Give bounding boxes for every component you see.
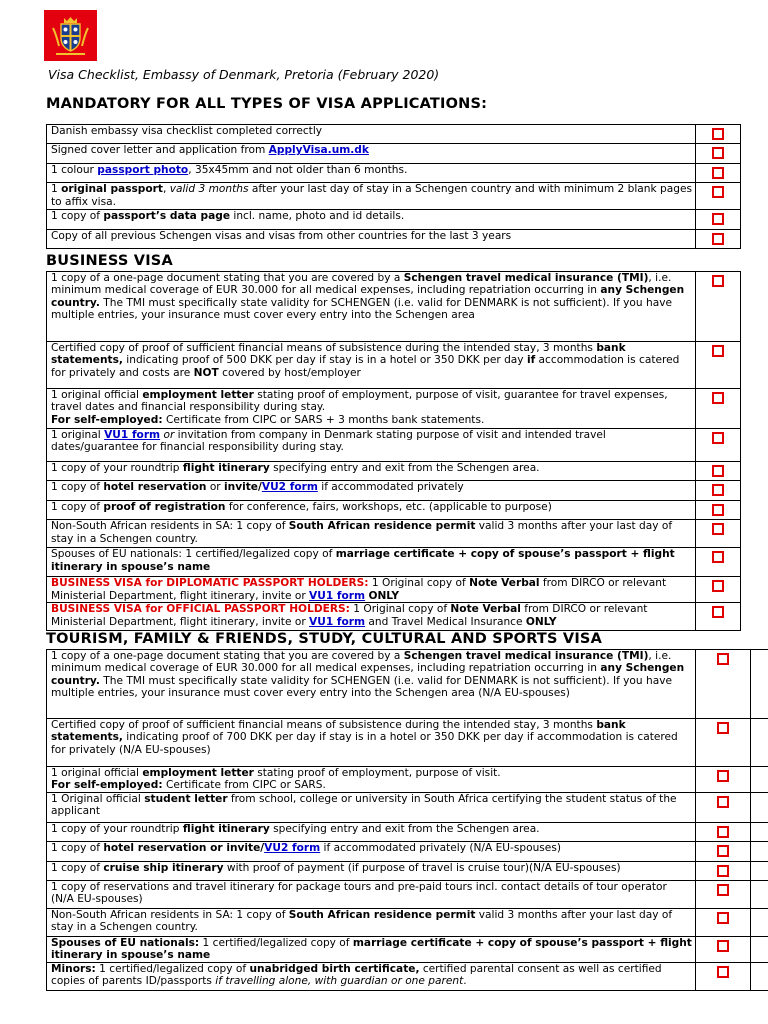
checkbox-cell — [696, 937, 751, 963]
item-text: incl. name, photo and id details. — [230, 210, 405, 223]
checkbox-cell — [696, 229, 741, 248]
checkbox-icon[interactable] — [717, 966, 729, 978]
item-bold-text: bank statements, — [51, 342, 626, 367]
business-heading: BUSINESS VISA — [46, 253, 173, 269]
checkbox-icon[interactable] — [712, 504, 724, 516]
item-text: Spouses of EU nationals: 1 certified/legalized copy of — [51, 548, 336, 561]
item-text: Non-South African residents in SA: 1 copy of — [51, 520, 289, 533]
checklist-row — [47, 963, 768, 991]
mandatory-checklist-table — [46, 124, 741, 249]
item-bold-text: flight itinerary — [182, 822, 270, 835]
checklist-item-text — [47, 125, 696, 144]
extra-column-cell — [751, 767, 768, 793]
item-text: 1 copy of your roundtrip — [51, 462, 183, 474]
checklist-item-text — [47, 481, 696, 500]
checkbox-icon[interactable] — [712, 551, 724, 563]
item-text: if accommodated privately — [317, 481, 464, 494]
item-bold-text: ONLY — [368, 589, 400, 602]
checkbox-icon[interactable] — [717, 845, 729, 857]
item-bold-text: proof of registration — [103, 500, 226, 513]
item-text: Certificate from CIPC or SARS. — [162, 779, 326, 792]
checklist-item-text — [47, 767, 696, 793]
extra-column-cell — [751, 909, 768, 937]
item-bold-text: Minors: — [51, 963, 96, 976]
item-bold-text: hotel reservation — [103, 481, 207, 494]
denmark-coat-of-arms-logo — [44, 10, 97, 61]
item-text: invitation from company in Denmark stating purpose of visit and intended travel dates/guarantee for financial responsibility during stay. — [51, 429, 606, 454]
tourism-checklist-table — [46, 649, 768, 991]
item-link[interactable]: VU2 form — [261, 481, 318, 494]
item-bold-text: For self-employed: — [51, 413, 163, 426]
checklist-row — [47, 909, 768, 937]
checklist-row — [47, 650, 768, 719]
checkbox-icon[interactable] — [712, 606, 724, 618]
item-link[interactable]: VU1 form — [309, 589, 366, 602]
item-highlight-text: BUSINESS VISA for OFFICIAL PASSPORT HOLDERS: — [51, 603, 350, 616]
checkbox-icon[interactable] — [712, 392, 724, 404]
item-text: 1 Original copy of — [349, 603, 451, 616]
item-text: 1 Original official — [51, 792, 145, 805]
checkbox-cell — [696, 603, 741, 631]
checklist-row — [47, 767, 768, 793]
item-bold-text: Note Verbal — [450, 603, 521, 616]
extra-column-cell — [751, 937, 768, 963]
item-link[interactable]: VU1 form — [309, 615, 366, 628]
checkbox-icon[interactable] — [712, 523, 724, 535]
checkbox-cell — [696, 481, 741, 500]
checklist-item-text — [47, 842, 696, 861]
extra-column-cell — [751, 650, 768, 719]
item-text: stating proof of employment, purpose of visit, guarantee for travel expenses, travel dates and financial responsibility during stay. — [51, 389, 668, 414]
checklist-row — [47, 144, 741, 163]
item-text: 1 certified/legalized copy of — [95, 963, 250, 976]
checklist-item-text — [47, 650, 696, 719]
item-bold-text: flight itinerary — [182, 462, 270, 474]
checkbox-cell — [696, 842, 751, 861]
checklist-row — [47, 792, 768, 822]
checkbox-icon[interactable] — [717, 826, 729, 838]
extra-column-cell — [751, 822, 768, 841]
item-bold-text: passport’s data page — [103, 210, 231, 223]
checklist-item-text — [47, 342, 696, 389]
checkbox-icon[interactable] — [712, 233, 724, 245]
item-bold-text: Note Verbal — [469, 577, 540, 590]
item-bold-text: Schengen travel medical insurance (TMI) — [403, 650, 649, 662]
item-text: from DIRCO or relevant Ministerial Department, flight itinerary, invite or — [51, 603, 648, 628]
checklist-row — [47, 389, 741, 429]
checklist-item-text — [47, 462, 696, 481]
checkbox-icon[interactable] — [712, 147, 724, 159]
checkbox-icon[interactable] — [712, 484, 724, 496]
crest-icon — [44, 10, 97, 61]
checkbox-icon[interactable] — [712, 345, 724, 357]
item-text: for conference, fairs, workshops, etc. (applicable to purpose) — [225, 500, 552, 513]
item-text: accommodation is catered for privately and costs are — [51, 354, 680, 379]
checklist-item-text — [47, 577, 696, 603]
item-bold-text: unabridged birth certificate, — [249, 963, 420, 976]
item-bold-text: employment letter — [142, 767, 254, 779]
checklist-row — [47, 603, 741, 631]
checkbox-cell — [696, 389, 741, 429]
checkbox-cell — [696, 767, 751, 793]
checklist-row — [47, 183, 741, 210]
checklist-row — [47, 548, 741, 577]
item-text: from school, college or university in South Africa certifying the student status of the applicant — [51, 792, 677, 818]
checkbox-icon[interactable] — [712, 186, 724, 198]
item-text: . — [463, 975, 467, 988]
item-bold-text: Schengen travel medical insurance (TMI) — [403, 272, 649, 284]
checkbox-icon[interactable] — [712, 275, 724, 287]
checkbox-cell — [696, 792, 751, 822]
checkbox-icon[interactable] — [717, 722, 729, 734]
item-bold-text: ONLY — [525, 615, 557, 628]
checklist-row — [47, 861, 768, 880]
checkbox-icon[interactable] — [717, 865, 729, 877]
checkbox-icon[interactable] — [717, 940, 729, 952]
item-text: 1 copy of — [51, 500, 104, 513]
checklist-item-text — [47, 272, 696, 342]
checklist-row — [47, 577, 741, 603]
checkbox-cell — [696, 429, 741, 462]
checkbox-icon[interactable] — [712, 580, 724, 592]
checklist-row — [47, 520, 741, 548]
checkbox-icon[interactable] — [717, 770, 729, 782]
checkbox-icon[interactable] — [717, 796, 729, 808]
item-text: certified parental consent as well as certified copies of parents ID/passports — [51, 963, 662, 988]
item-bold-text: hotel reservation or invite/ — [103, 842, 265, 855]
item-text: if accommodated privately (N/A EU-spouses) — [320, 842, 561, 855]
checklist-item-text — [47, 429, 696, 462]
item-bold-text: if — [526, 354, 536, 367]
checklist-row — [47, 481, 741, 500]
item-text: The TMI must specifically state validity for SCHENGEN (i.e. valid for DENMARK is not sufficient). If you have multiple entries, your insurance must cover every entry into the Schengen area — [51, 296, 672, 322]
item-italic-text: if travelling alone, with guardian or one parent — [215, 975, 464, 988]
item-text: 1 colour — [51, 163, 98, 176]
checkbox-icon[interactable] — [712, 465, 724, 477]
item-text: 1 original — [51, 429, 105, 441]
item-bold-text: bank statements, — [51, 719, 626, 744]
item-text: 1 Original copy of — [368, 577, 470, 590]
checkbox-cell — [696, 719, 751, 767]
checkbox-icon[interactable] — [712, 167, 724, 179]
item-highlight-text: BUSINESS VISA for DIPLOMATIC PASSPORT HOLDERS: — [51, 577, 369, 590]
item-bold-text: student letter — [144, 792, 228, 805]
checklist-item-text — [47, 822, 696, 841]
item-link[interactable]: passport photo — [97, 163, 189, 176]
item-text: , i.e. minimum medical coverage of EUR 30.000 for all medical expenses, including repatriation occurring in — [51, 272, 672, 297]
checkbox-cell — [696, 210, 741, 229]
extra-column-cell — [751, 719, 768, 767]
checkbox-cell — [696, 462, 741, 481]
item-italic-text: or — [163, 429, 175, 441]
checkbox-cell — [696, 909, 751, 937]
checklist-row — [47, 500, 741, 519]
item-text: , — [162, 183, 170, 196]
checkbox-cell — [696, 272, 741, 342]
tourism-heading: TOURISM, FAMILY & FRIENDS, STUDY, CULTURAL AND SPORTS VISA — [46, 631, 602, 647]
item-text: 1 original official — [51, 389, 143, 401]
checklist-row — [47, 462, 741, 481]
item-text: indicating proof of 500 DKK per day if stay is in a hotel or 350 DKK per day — [122, 354, 527, 367]
checklist-row — [47, 429, 741, 462]
checklist-row — [47, 210, 741, 229]
item-link[interactable]: ApplyVisa.um.dk — [268, 144, 369, 157]
item-text: after your last day of stay in a Schengen country and with minimum 2 blank pages to affix visa. — [51, 183, 692, 208]
checkbox-cell — [696, 963, 751, 991]
checklist-item-text — [47, 909, 696, 937]
item-text: 1 copy of — [51, 481, 104, 494]
item-text: valid 3 months after your last day of stay in a Schengen country. — [51, 520, 673, 545]
item-text: 1 copy of a one-page document stating that you are covered by a — [51, 650, 404, 662]
checklist-item-text — [47, 210, 696, 229]
item-bold-text: South African residence permit — [288, 520, 476, 533]
item-link[interactable]: VU1 form — [104, 429, 161, 441]
checkbox-icon[interactable] — [712, 432, 724, 444]
item-text: 1 original official — [51, 767, 143, 779]
item-text: 1 copy of — [51, 842, 104, 855]
item-bold-text: For self-employed: — [51, 779, 163, 792]
checklist-item-text — [47, 963, 696, 991]
checklist-item-text — [47, 144, 696, 163]
item-bold-text: Spouses of EU nationals: — [51, 937, 200, 950]
item-bold-text: any Schengen country. — [51, 662, 685, 687]
checklist-item-text — [47, 792, 696, 822]
checklist-item-text — [47, 861, 696, 880]
item-italic-text: valid 3 months — [169, 183, 249, 196]
item-text: indicating proof of 700 DKK per day if stay is in a hotel or 350 DKK per day if accommodation is catered for privately (N/A EU-spouses) — [51, 731, 678, 756]
item-text: Signed cover letter and application from — [51, 144, 269, 157]
item-text: 1 copy of reservations and travel itinerary for package tours and pre-paid tours incl. contact details of tour operator (N/A EU-spouses) — [51, 881, 667, 906]
item-bold-text: any Schengen country. — [51, 284, 685, 309]
checklist-row — [47, 272, 741, 342]
extra-column-cell — [751, 963, 768, 991]
item-bold-text: NOT — [193, 366, 219, 379]
item-text: Copy of all previous Schengen visas and visas from other countries for the last 3 years — [51, 229, 512, 242]
checkbox-icon[interactable] — [712, 213, 724, 225]
item-text: specifying entry and exit from the Schengen area. — [269, 822, 540, 835]
item-text: stating proof of employment, purpose of visit. — [253, 767, 501, 779]
checkbox-cell — [696, 183, 741, 210]
checklist-row — [47, 163, 741, 182]
item-text: 1 — [51, 183, 62, 196]
checklist-item-text — [47, 719, 696, 767]
item-bold-text: employment letter — [142, 389, 254, 401]
item-text: The TMI must specifically state validity for SCHENGEN (i.e. valid for DENMARK is not sufficient). If you have multiple entries, your insurance must cover every entry into the Schengen area (N/A EU-spouses) — [51, 674, 672, 700]
checklist-row — [47, 229, 741, 248]
extra-column-cell — [751, 842, 768, 861]
checklist-row — [47, 125, 741, 144]
extra-column-cell — [751, 881, 768, 909]
checklist-item-text — [47, 548, 696, 577]
checklist-row — [47, 937, 768, 963]
item-text: , i.e. minimum medical coverage of EUR 30.000 for all medical expenses, including repatriation occurring in — [51, 650, 672, 675]
checkbox-cell — [696, 520, 741, 548]
document-subtitle: Visa Checklist, Embassy of Denmark, Pretoria (February 2020) — [48, 67, 440, 82]
item-text: Certified copy of proof of sufficient financial means of subsistence during the intended stay, 3 months — [51, 719, 597, 731]
item-text: Non-South African residents in SA: 1 copy of — [51, 909, 289, 922]
item-link[interactable]: VU2 form — [264, 842, 321, 855]
checkbox-cell — [696, 342, 741, 389]
item-text: and Travel Medical Insurance — [365, 615, 526, 628]
item-text: Certified copy of proof of sufficient financial means of subsistence during the intended stay, 3 months — [51, 342, 597, 354]
item-text: 1 copy of your roundtrip — [51, 822, 183, 835]
item-text: with proof of payment (if purpose of travel is cruise tour)(N/A EU-spouses) — [223, 861, 621, 874]
checkbox-cell — [696, 861, 751, 880]
item-bold-text: invite/ — [224, 481, 262, 494]
checkbox-cell — [696, 125, 741, 144]
item-bold-text: cruise ship itinerary — [103, 861, 224, 874]
checklist-row — [47, 842, 768, 861]
item-text: , 35x45mm and not older than 6 months. — [188, 163, 408, 176]
checklist-item-text — [47, 881, 696, 909]
item-bold-text: marriage certificate + copy of spouse’s passport + flight itinerary in spouse’s name — [51, 937, 692, 962]
checkbox-cell — [696, 500, 741, 519]
checklist-item-text — [47, 500, 696, 519]
checkbox-icon[interactable] — [712, 128, 724, 140]
mandatory-heading: MANDATORY FOR ALL TYPES OF VISA APPLICATIONS: — [46, 96, 488, 112]
business-checklist-table — [46, 271, 741, 631]
checkbox-cell — [696, 822, 751, 841]
checkbox-cell — [696, 548, 741, 577]
item-text: or — [206, 481, 225, 494]
checkbox-cell — [696, 881, 751, 909]
item-bold-text: South African residence permit — [288, 909, 476, 922]
checklist-item-text — [47, 520, 696, 548]
item-text: covered by host/employer — [218, 366, 361, 379]
checklist-item-text — [47, 183, 696, 210]
checklist-row — [47, 342, 741, 389]
item-text: Danish embassy visa checklist completed correctly — [51, 125, 323, 137]
item-bold-text: marriage certificate + copy of spouse’s passport + flight itinerary in spouse’s name — [51, 548, 675, 573]
checkbox-cell — [696, 650, 751, 719]
checklist-row — [47, 822, 768, 841]
extra-column-cell — [751, 861, 768, 880]
item-text: Certificate from CIPC or SARS + 3 months bank statements. — [162, 413, 485, 426]
item-text: 1 certified/legalized copy of — [199, 937, 353, 950]
checklist-row — [47, 719, 768, 767]
checkbox-cell — [696, 163, 741, 182]
item-text: specifying entry and exit from the Schengen area. — [269, 462, 540, 474]
item-text: 1 copy of — [51, 210, 104, 223]
checkbox-icon[interactable] — [717, 912, 729, 924]
checklist-row — [47, 881, 768, 909]
checkbox-icon[interactable] — [717, 884, 729, 896]
checklist-item-text — [47, 163, 696, 182]
item-text: from DIRCO or relevant Ministerial Department, flight itinerary, invite or — [51, 577, 667, 602]
checklist-item-text — [47, 229, 696, 248]
checkbox-cell — [696, 577, 741, 603]
item-text: 1 copy of — [51, 861, 104, 874]
checklist-item-text — [47, 389, 696, 429]
item-bold-text: original passport — [61, 183, 163, 196]
extra-column-cell — [751, 792, 768, 822]
checklist-item-text — [47, 603, 696, 631]
checklist-item-text — [47, 937, 696, 963]
checkbox-cell — [696, 144, 741, 163]
checkbox-icon[interactable] — [717, 653, 729, 665]
item-text: 1 copy of a one-page document stating that you are covered by a — [51, 272, 404, 284]
item-text: valid 3 months after your last day of stay in a Schengen country. — [51, 909, 673, 934]
